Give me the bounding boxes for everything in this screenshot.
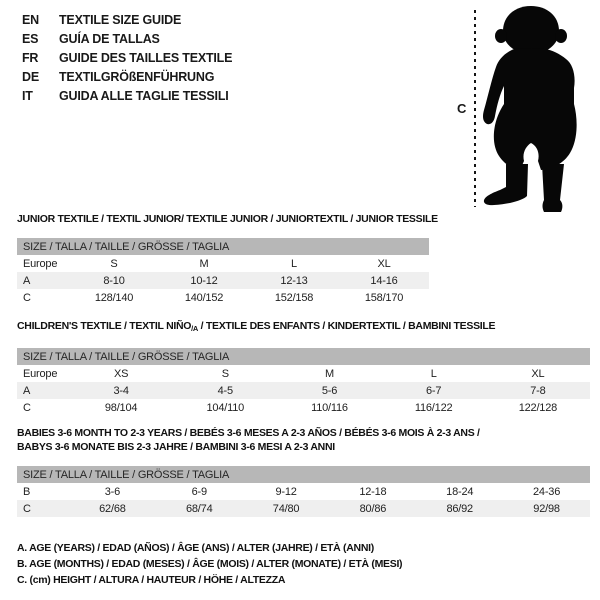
- table-cell: L: [291, 257, 297, 270]
- table-cell: 98/104: [104, 401, 138, 414]
- language-code: EN: [22, 13, 39, 27]
- language-row-fr: [22, 49, 232, 68]
- size-header: SIZE / TALLA / TAILLE / GRÖSSE / TAGLIA: [17, 238, 429, 255]
- language-row-de: [22, 68, 232, 87]
- legend-line-a: A. AGE (YEARS) / EDAD (AÑOS) / ÂGE (ANS) / ALTER (JAHRE) / ETÀ (ANNI): [17, 542, 374, 554]
- row-label: Europe: [23, 367, 58, 380]
- babies-textile-section: [17, 426, 590, 517]
- table-cell: 10-12: [159, 272, 249, 289]
- table-cell: 5-6: [277, 382, 381, 399]
- table-cell: 4-5: [173, 382, 277, 399]
- size-header-row: [17, 348, 590, 365]
- table-cell: 18-24: [446, 485, 474, 498]
- table-cell: 14-16: [339, 272, 429, 289]
- table-cell: 140/152: [184, 291, 224, 304]
- language-list: [22, 11, 232, 106]
- language-label: TEXTILE SIZE GUIDE: [59, 13, 182, 27]
- table-cell: 104/110: [206, 401, 245, 414]
- legend-line-c: C. (cm) HEIGHT / ALTURA / HAUTEUR / HÖHE / ALTEZZA: [17, 574, 286, 586]
- babies-size-table: [17, 466, 590, 517]
- table-cell: 74/80: [243, 500, 330, 517]
- table-row: [17, 289, 429, 306]
- height-measure-label: C: [457, 101, 467, 116]
- language-label: GUÍA DE TALLAS: [59, 32, 160, 46]
- table-cell: 6-9: [191, 485, 207, 498]
- table-cell: 12-18: [359, 485, 387, 498]
- table-cell: 158/170: [364, 291, 404, 304]
- table-cell: XL: [531, 367, 545, 380]
- table-cell: 6-7: [382, 382, 486, 399]
- measure-legend: [17, 540, 402, 588]
- language-code: DE: [22, 70, 39, 84]
- language-code: ES: [22, 32, 39, 46]
- height-measure-line: [474, 10, 476, 207]
- junior-table-title: [17, 212, 438, 226]
- table-cell: 92/98: [503, 500, 590, 517]
- table-cell: 9-12: [275, 485, 297, 498]
- table-row: [17, 483, 590, 500]
- row-label: A: [17, 272, 69, 289]
- table-cell: M: [199, 257, 209, 270]
- row-label: Europe: [23, 257, 58, 270]
- row-label: B: [23, 485, 31, 498]
- table-cell: 68/74: [156, 500, 243, 517]
- table-cell: 128/140: [94, 291, 134, 304]
- junior-textile-section: [17, 212, 438, 306]
- table-row: [17, 500, 590, 517]
- size-header-row: [17, 238, 429, 255]
- table-cell: 110/116: [311, 401, 348, 414]
- table-cell: 24-36: [533, 485, 561, 498]
- row-label: C: [17, 500, 69, 517]
- babies-table-title: [17, 426, 590, 454]
- language-row-es: [22, 30, 232, 49]
- children-textile-section: [17, 319, 590, 416]
- table-cell: XL: [377, 257, 391, 270]
- babies-table-title-line2: BABYS 3-6 MONATE BIS 2-3 JAHRE / BAMBINI 3-6 MESI A 2-3 ANNI: [17, 441, 335, 453]
- table-cell: 86/92: [416, 500, 503, 517]
- size-header: SIZE / TALLA / TAILLE / GRÖSSE / TAGLIA: [17, 466, 590, 483]
- children-table-title-sub: /A: [191, 324, 199, 333]
- row-label: C: [23, 291, 31, 304]
- table-cell: 116/122: [414, 401, 453, 414]
- table-cell: 152/158: [274, 291, 314, 304]
- children-table-title: [17, 319, 590, 336]
- table-row: [17, 255, 429, 272]
- language-code: FR: [22, 51, 39, 65]
- table-cell: 80/86: [329, 500, 416, 517]
- language-row-it: [22, 87, 232, 106]
- table-row: [17, 382, 590, 399]
- table-cell: L: [430, 367, 437, 380]
- language-label: TEXTILGRÖßENFÜHRUNG: [59, 70, 215, 84]
- table-cell: 8-10: [69, 272, 159, 289]
- table-cell: S: [110, 257, 118, 270]
- baby-figure: [440, 0, 600, 215]
- language-label: GUIDE DES TAILLES TEXTILE: [59, 51, 233, 65]
- table-row: [17, 365, 590, 382]
- size-header-row: [17, 466, 590, 483]
- junior-table-title-text: JUNIOR TEXTILE / TEXTIL JUNIOR/ TEXTILE JUNIOR / JUNIORTEXTIL / JUNIOR TESSILE: [17, 213, 438, 225]
- babies-table-title-line1: BABIES 3-6 MONTH TO 2-3 YEARS / BEBÉS 3-6 MESES A 2-3 AÑOS / BÉBÉS 3-6 MOIS À 2-3 ANS /: [17, 427, 480, 439]
- table-cell: S: [221, 367, 229, 380]
- table-cell: XS: [113, 367, 129, 380]
- children-table-title-pre: CHILDREN'S TEXTILE / TEXTIL NIÑO: [17, 320, 192, 332]
- row-label: A: [17, 382, 69, 399]
- row-label: C: [23, 401, 31, 414]
- table-row: [17, 399, 590, 416]
- language-row-en: [22, 11, 232, 30]
- table-cell: M: [324, 367, 334, 380]
- children-size-table: [17, 348, 590, 416]
- table-row: [17, 272, 429, 289]
- table-cell: 122/128: [518, 401, 558, 414]
- legend-line-b: B. AGE (MONTHS) / EDAD (MESES) / ÂGE (MOIS) / ALTER (MONATE) / ETÀ (MESI): [17, 558, 403, 570]
- size-header: SIZE / TALLA / TAILLE / GRÖSSE / TAGLIA: [17, 348, 590, 365]
- table-cell: 12-13: [249, 272, 339, 289]
- language-label: GUIDA ALLE TAGLIE TESSILI: [59, 89, 229, 103]
- junior-size-table: [17, 238, 429, 306]
- language-code: IT: [22, 89, 33, 103]
- baby-silhouette-icon: [480, 4, 600, 212]
- table-cell: 7-8: [486, 382, 590, 399]
- table-cell: 62/68: [69, 500, 156, 517]
- table-cell: 3-6: [104, 485, 121, 498]
- table-cell: 3-4: [69, 382, 173, 399]
- children-table-title-post: / TEXTILE DES ENFANTS / KINDERTEXTIL / BAMBINI TESSILE: [198, 320, 496, 332]
